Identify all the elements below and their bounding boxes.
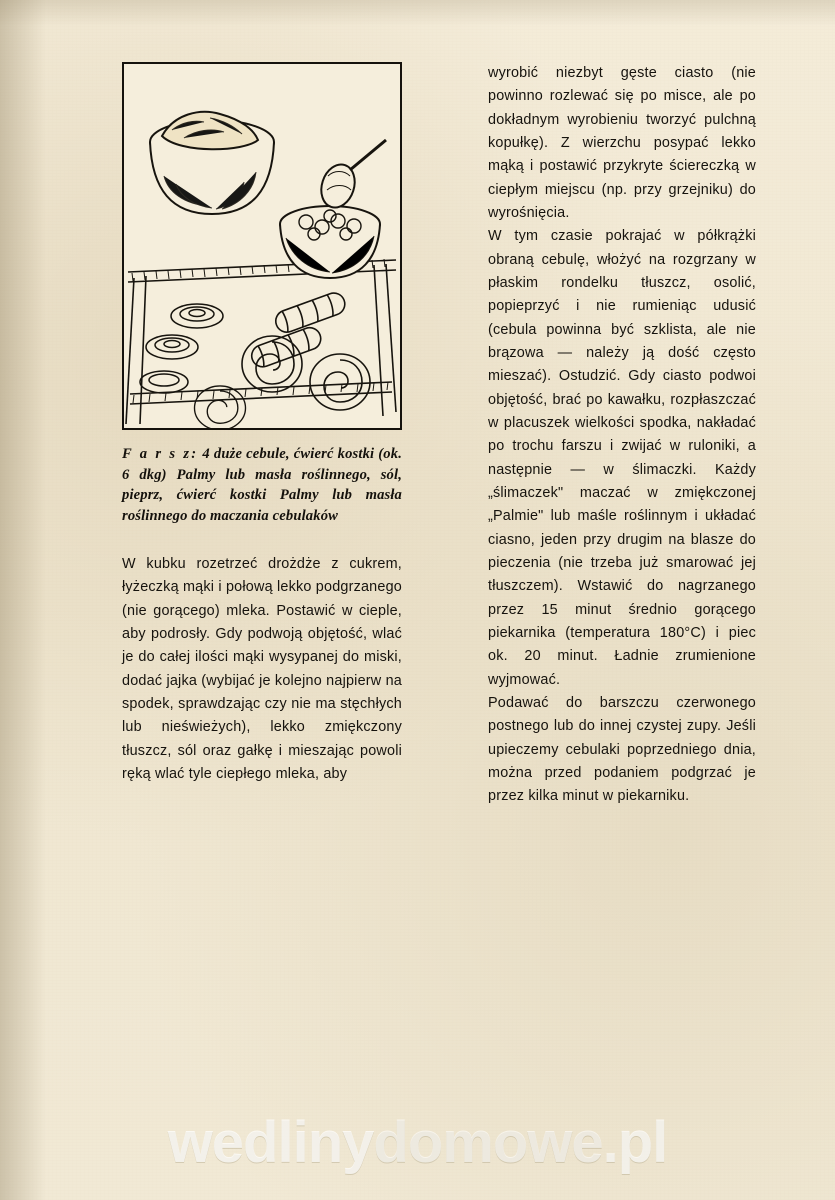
page-content: [122, 62, 756, 872]
right-paragraph-1: wyrobić niezbyt gęste ciasto (nie powinno rozlewać się po misce, ale po dokładnym wyrobieniu tworzyć pulchną kopułkę). Z wierzchu posypać lekko mąką i postawić przykryte ściereczką w ciepłym miejscu (np. przy grzejniku) do wyrośnięcia.: [488, 65, 756, 221]
watermark-part-3: .pl: [602, 1110, 668, 1175]
right-column-body: [488, 62, 756, 809]
page-edge-shadow-left: [0, 0, 46, 1200]
right-column: [488, 62, 756, 809]
caption-lead-label: F a r s z:: [122, 446, 199, 462]
left-column: [122, 62, 402, 786]
left-paragraph: W kubku rozetrzeć drożdże z cukrem, łyżeczką mąki i połową lekko podgrzanego (nie gorącego) mleka. Postawić w cieple, aby podrosły. Gdy podwoją objętość, wlać je do całej ilości mąki wysypanej do miski, dodać jajka (wybijać je kolejno najpierw na spodek, sprawdzając czy nie ma stęchłych lub nieświeżych), lekko zmiękczony tłuszcz, sól oraz gałkę i mieszając powoli ręką wlać tyle ciepłego mleka, aby: [122, 555, 402, 782]
page-edge-shadow-top: [0, 0, 835, 26]
watermark-part-2: domowe: [373, 1110, 603, 1175]
left-column-body: [122, 553, 402, 786]
right-paragraph-3: Podawać do barszczu czerwonego postnego lub do innej czystej zupy. Jeśli upieczemy cebulaki poprzedniego dnia, można przed podaniem podgrzać je przez kilka minut w piekarniku.: [488, 694, 756, 805]
recipe-illustration: [122, 62, 402, 430]
recipe-ingredients-caption: [122, 444, 402, 527]
site-watermark: [0, 1109, 835, 1176]
caption-text: 4 duże cebule, ćwierć kostki (ok. 6 dkg) Palmy lub masła roślinnego, sól, pieprz, ćwierć kostki Palmy lub masła roślinnego do maczania cebulaków: [122, 446, 402, 525]
watermark-part-1: wedliny: [167, 1110, 374, 1175]
illustration-drawing: [124, 64, 400, 428]
right-paragraph-2: W tym czasie pokrajać w półkrążki obraną cebulę, włożyć na rozgrzany w płaskim rondelku tłuszcz, osolić, popieprzyć i nie rumieniąc udusić (cebula powinna być szklista, ale nie brązowa — należy ją dość często mieszać). Ostudzić. Gdy ciasto podwoi objętość, brać po kawałku, rozpłaszczać w placuszek wielkości spodka, nakładać po trochu farszu i zwijać w ruloniki, a następnie — w ślimaczki. Każdy „ślimaczek" maczać w zmiękczonej „Palmie" lub maśle roślinnym i układać ciasno, jeden przy drugim na blasze do pieczenia (nie trzeba już smarować jej tłuszczem). Wstawić do nagrzanego przez 15 minut średnio gorącego piekarnika (temperatura 180°C) i piec ok. 20 minut. Ładnie zrumienione wyjmować.: [488, 228, 756, 688]
